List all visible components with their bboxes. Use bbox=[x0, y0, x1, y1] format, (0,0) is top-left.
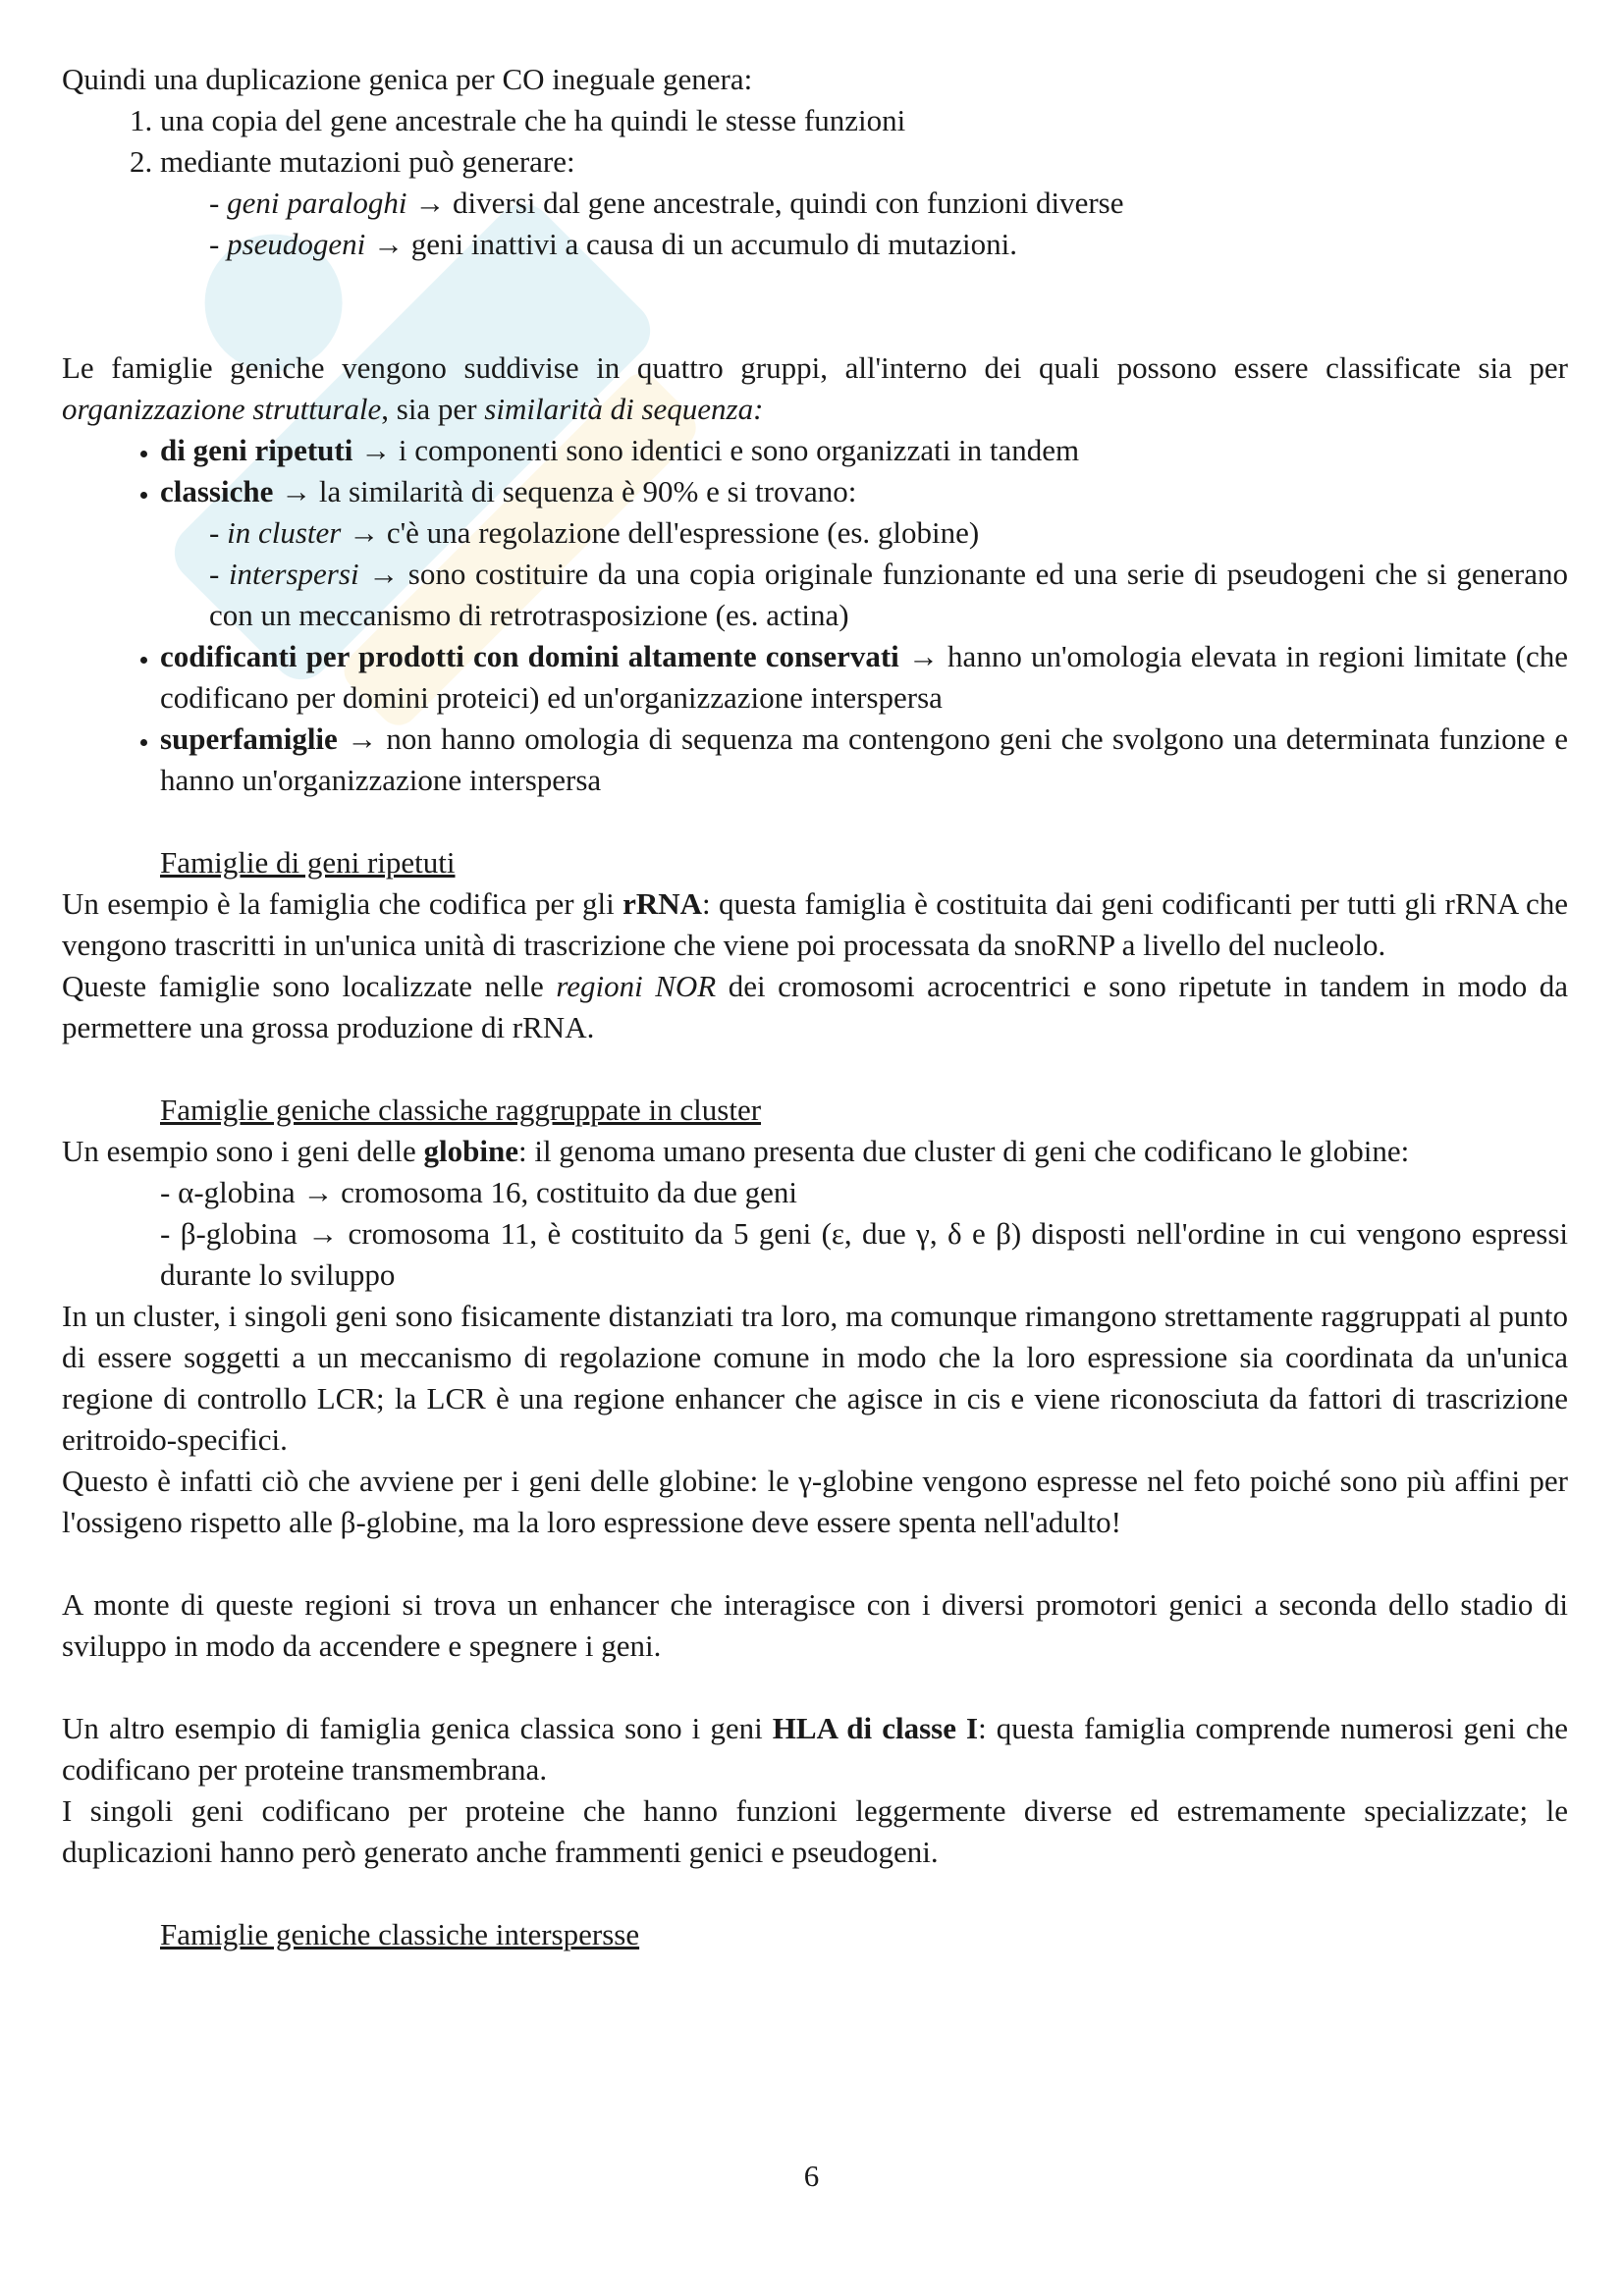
paragraph: In un cluster, i singoli geni sono fisicamente distanziati tra loro, ma comunque rimangono strettamente raggruppati al punto di essere soggetti a un meccanismo di regolazione comune in modo che la loro espressione sia coordinata da un'unica regione di controllo LCR; la LCR è una regione enhancer che agisce in cis e viene riconosciuta da fattori di trascrizione eritroido-specifici. bbox=[62, 1299, 1568, 1457]
list-item: • classiche → la similarità di sequenza è 90% e si trovano: - in cluster → c'è una regolazione dell'espressione (es. globine) - interspersi → sono costituire da una copia originale funzionante ed una serie di pseudogeni che si generano con un meccanismo di retrotrasposizione (es. actina) bbox=[160, 471, 1568, 636]
intro-line: Quindi una duplicazione genica per CO ineguale genera: bbox=[62, 62, 753, 96]
sub-item-pseudogeni: - pseudogeni → geni inattivi a causa di un accumulo di mutazioni. bbox=[209, 227, 1018, 261]
outcome-list bbox=[62, 100, 1568, 183]
page-number: 6 bbox=[803, 2159, 820, 2193]
family-groups-list bbox=[62, 430, 1568, 801]
paragraph: Queste famiglie sono localizzate nelle regioni NOR dei cromosomi acrocentrici e sono ripetute in tandem in modo da permettere una grossa produzione di rRNA. bbox=[62, 969, 1568, 1044]
list-item: • codificanti per prodotti con domini altamente conservati → hanno un'omologia elevata in regioni limitate (che codificano per domini proteici) ed un'organizzazione interspersa bbox=[160, 636, 1568, 719]
sub-item-paraloghi: - geni paraloghi → diversi dal gene ancestrale, quindi con funzioni diverse bbox=[209, 186, 1124, 220]
sub-item: - interspersi → sono costituire da una copia originale funzionante ed una serie di pseudogeni che si generano con un meccanismo di retrotrasposizione (es. actina) bbox=[209, 557, 1568, 632]
paragraph: A monte di queste regioni si trova un enhancer che interagisce con i diversi promotori genici a seconda dello stadio di sviluppo in modo da accendere e spegnere i geni. bbox=[62, 1587, 1568, 1663]
document-page bbox=[62, 59, 1568, 1955]
sub-item: - in cluster → c'è una regolazione dell'espressione (es. globine) bbox=[209, 515, 980, 550]
paragraph: Questo è infatti ciò che avviene per i geni delle globine: le γ-globine vengono espresse nel feto poiché sono più affini per l'ossigeno rispetto alle β-globine, ma la loro espressione deve essere spenta nell'adulto! bbox=[62, 1464, 1568, 1539]
list-item: • di geni ripetuti → i componenti sono identici e sono organizzati in tandem bbox=[160, 430, 1568, 471]
term: pseudogeni bbox=[227, 227, 366, 261]
alpha-globin-line: - α-globina → cromosoma 16, costituito da due geni bbox=[160, 1175, 798, 1209]
paragraph: Un esempio sono i geni delle globine: il genoma umano presenta due cluster di geni che codificano le globine: bbox=[62, 1134, 1410, 1168]
list-item: 1. una copia del gene ancestrale che ha quindi le stesse funzioni bbox=[160, 100, 1568, 141]
list-item: • superfamiglie → non hanno omologia di sequenza ma contengono geni che svolgono una determinata funzione e hanno un'organizzazione interspersa bbox=[160, 719, 1568, 801]
paragraph: Un esempio è la famiglia che codifica per gli rRNA: questa famiglia è costituita dai geni codificanti per tutti gli rRNA che vengono trascritti in un'unica unità di trascrizione che viene poi processata da snoRNP a livello del nucleolo. bbox=[62, 886, 1568, 962]
section-heading-rrna: Famiglie di geni ripetuti bbox=[160, 845, 456, 880]
section-heading-interspersed: Famiglie geniche classiche interspersse bbox=[160, 1917, 640, 1951]
list-item: 2. mediante mutazioni può generare: bbox=[160, 141, 1568, 183]
term: geni paraloghi bbox=[227, 186, 407, 220]
families-intro: Le famiglie geniche vengono suddivise in quattro gruppi, all'interno dei quali possono essere classificate sia per organizzazione strutturale, sia per similarità di sequenza: bbox=[62, 350, 1568, 426]
paragraph: Un altro esempio di famiglia genica classica sono i geni HLA di classe I: questa famiglia comprende numerosi geni che codificano per proteine transmembrana. bbox=[62, 1711, 1568, 1787]
paragraph: I singoli geni codificano per proteine che hanno funzioni leggermente diverse ed estremamente specializzate; le duplicazioni hanno però generato anche frammenti genici e pseudogeni. bbox=[62, 1793, 1568, 1869]
section-heading-cluster: Famiglie geniche classiche raggruppate in cluster bbox=[160, 1093, 762, 1127]
beta-globin-line: - β-globina → cromosoma 11, è costituito da 5 geni (ε, due γ, δ e β) disposti nell'ordine in cui vengono espressi durante lo sviluppo bbox=[160, 1216, 1568, 1292]
